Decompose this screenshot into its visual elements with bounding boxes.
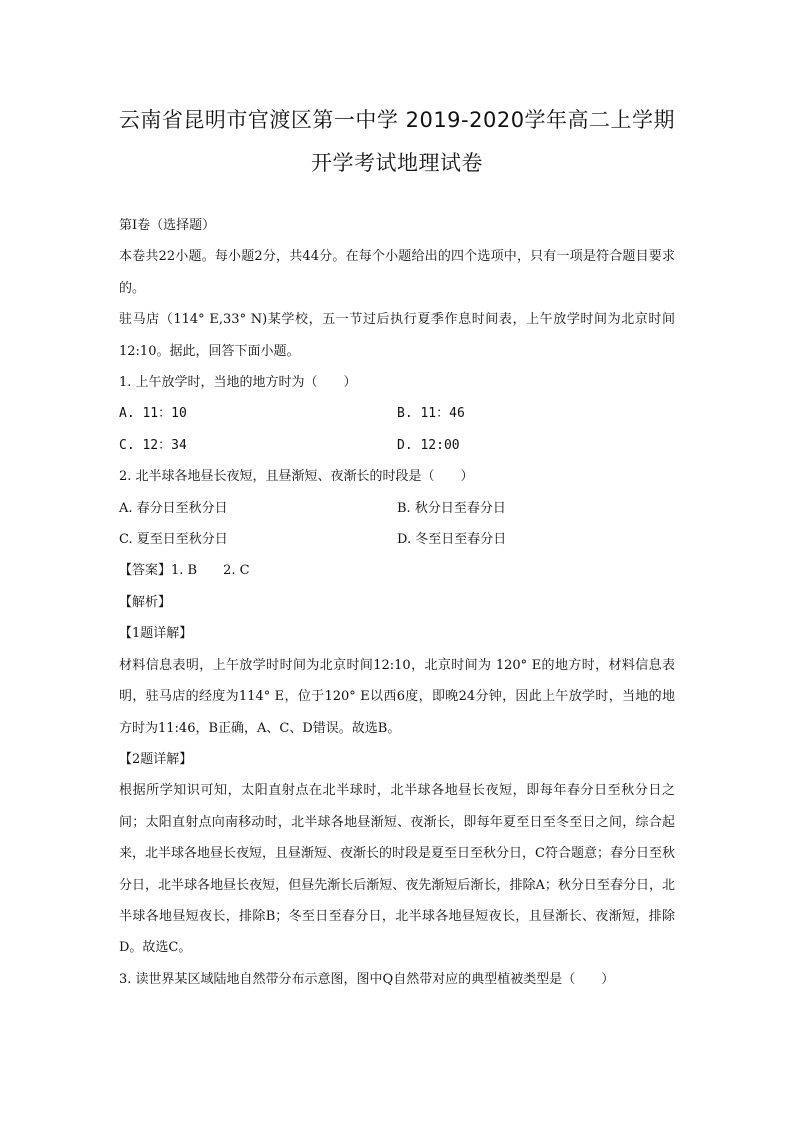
q1-option-c: C. 12：34 <box>119 437 187 453</box>
question-1-options-row-2 <box>119 430 675 461</box>
q1-option-b: B. 11：46 <box>397 406 465 422</box>
answer-line <box>119 555 675 586</box>
exam-content <box>119 210 675 995</box>
analysis-label: 【解析】 <box>119 594 172 610</box>
detail-2-label: 【2题详解】 <box>119 751 193 767</box>
detail-1-label: 【1题详解】 <box>119 626 193 642</box>
exam-title-line-1: 云南省昆明市官渡区第一中学 2019-2020学年高二上学期 <box>118 108 676 132</box>
answer-label: 【答案】 <box>119 563 172 579</box>
section-heading: 第Ⅰ卷（选择题） <box>119 218 216 233</box>
instruction-text: 本卷共22小题。每小题2分，共44分。在每个小题给出的四个选项中，只有一项是符合题目要求的。 <box>119 249 675 296</box>
q2-option-c: C. 夏至日至秋分日 <box>119 532 228 548</box>
q2-option-d: D. 冬至日至春分日 <box>397 532 507 548</box>
question-1-stem: 1. 上午放学时，当地的地方时为（ ） <box>119 375 357 391</box>
question-2-options-row-2 <box>119 524 675 555</box>
q2-option-a: A. 春分日至秋分日 <box>119 500 228 516</box>
question-1-options-row-1 <box>119 398 675 429</box>
q2-option-b: B. 秋分日至春分日 <box>397 500 506 516</box>
q1-option-a: A. 11：10 <box>119 406 187 422</box>
detail-2-text: 根据所学知识可知，太阳直射点在北半球时，北半球各地昼长夜短，即每年春分日至秋分日之间；太阳直射点向南移动时，北半球各地昼渐短、夜渐长，即每年夏至日至冬至日之间，综合起来，北半球各地昼长夜短，且昼渐短、夜渐长的时段是夏至日至秋分日，C符合题意；春分日至秋分日，北半球各地昼长夜短，但昼先渐长后渐短、夜先渐短后渐长，排除A；秋分日至春分日，北半球各地昼短夜长，排除B；冬至日至春分日，北半球各地昼短夜长，且昼渐长、夜渐短，排除D。故选C。 <box>119 783 675 956</box>
question-2-options-row-1 <box>119 493 675 524</box>
answer-text: 1. B 2. C <box>171 563 250 579</box>
detail-1-text: 材料信息表明，上午放学时时间为北京时间12:10，北京时间为 120° E的地方时，材料信息表明，驻马店的经度为114° E，位于120° E以西6度，即晚24分钟，因此上午放学时，当地的地方时为11:46，B正确，A、C、D错误。故选B。 <box>119 657 675 736</box>
material-text: 驻马店（114° E,33° N)某学校，五一节过后执行夏季作息时间表，上午放学时间为北京时间12:10。据此，回答下面小题。 <box>119 312 675 359</box>
question-2-stem: 2. 北半球各地昼长夜短，且昼渐短、夜渐长的时段是（ ） <box>119 469 474 485</box>
question-3-stem: 3. 读世界某区域陆地自然带分布示意图，图中Q自然带对应的典型植被类型是（ ） <box>119 971 615 987</box>
q1-option-d: D. 12:00 <box>397 437 460 453</box>
exam-title-line-2: 开学考试地理试卷 <box>311 151 483 175</box>
